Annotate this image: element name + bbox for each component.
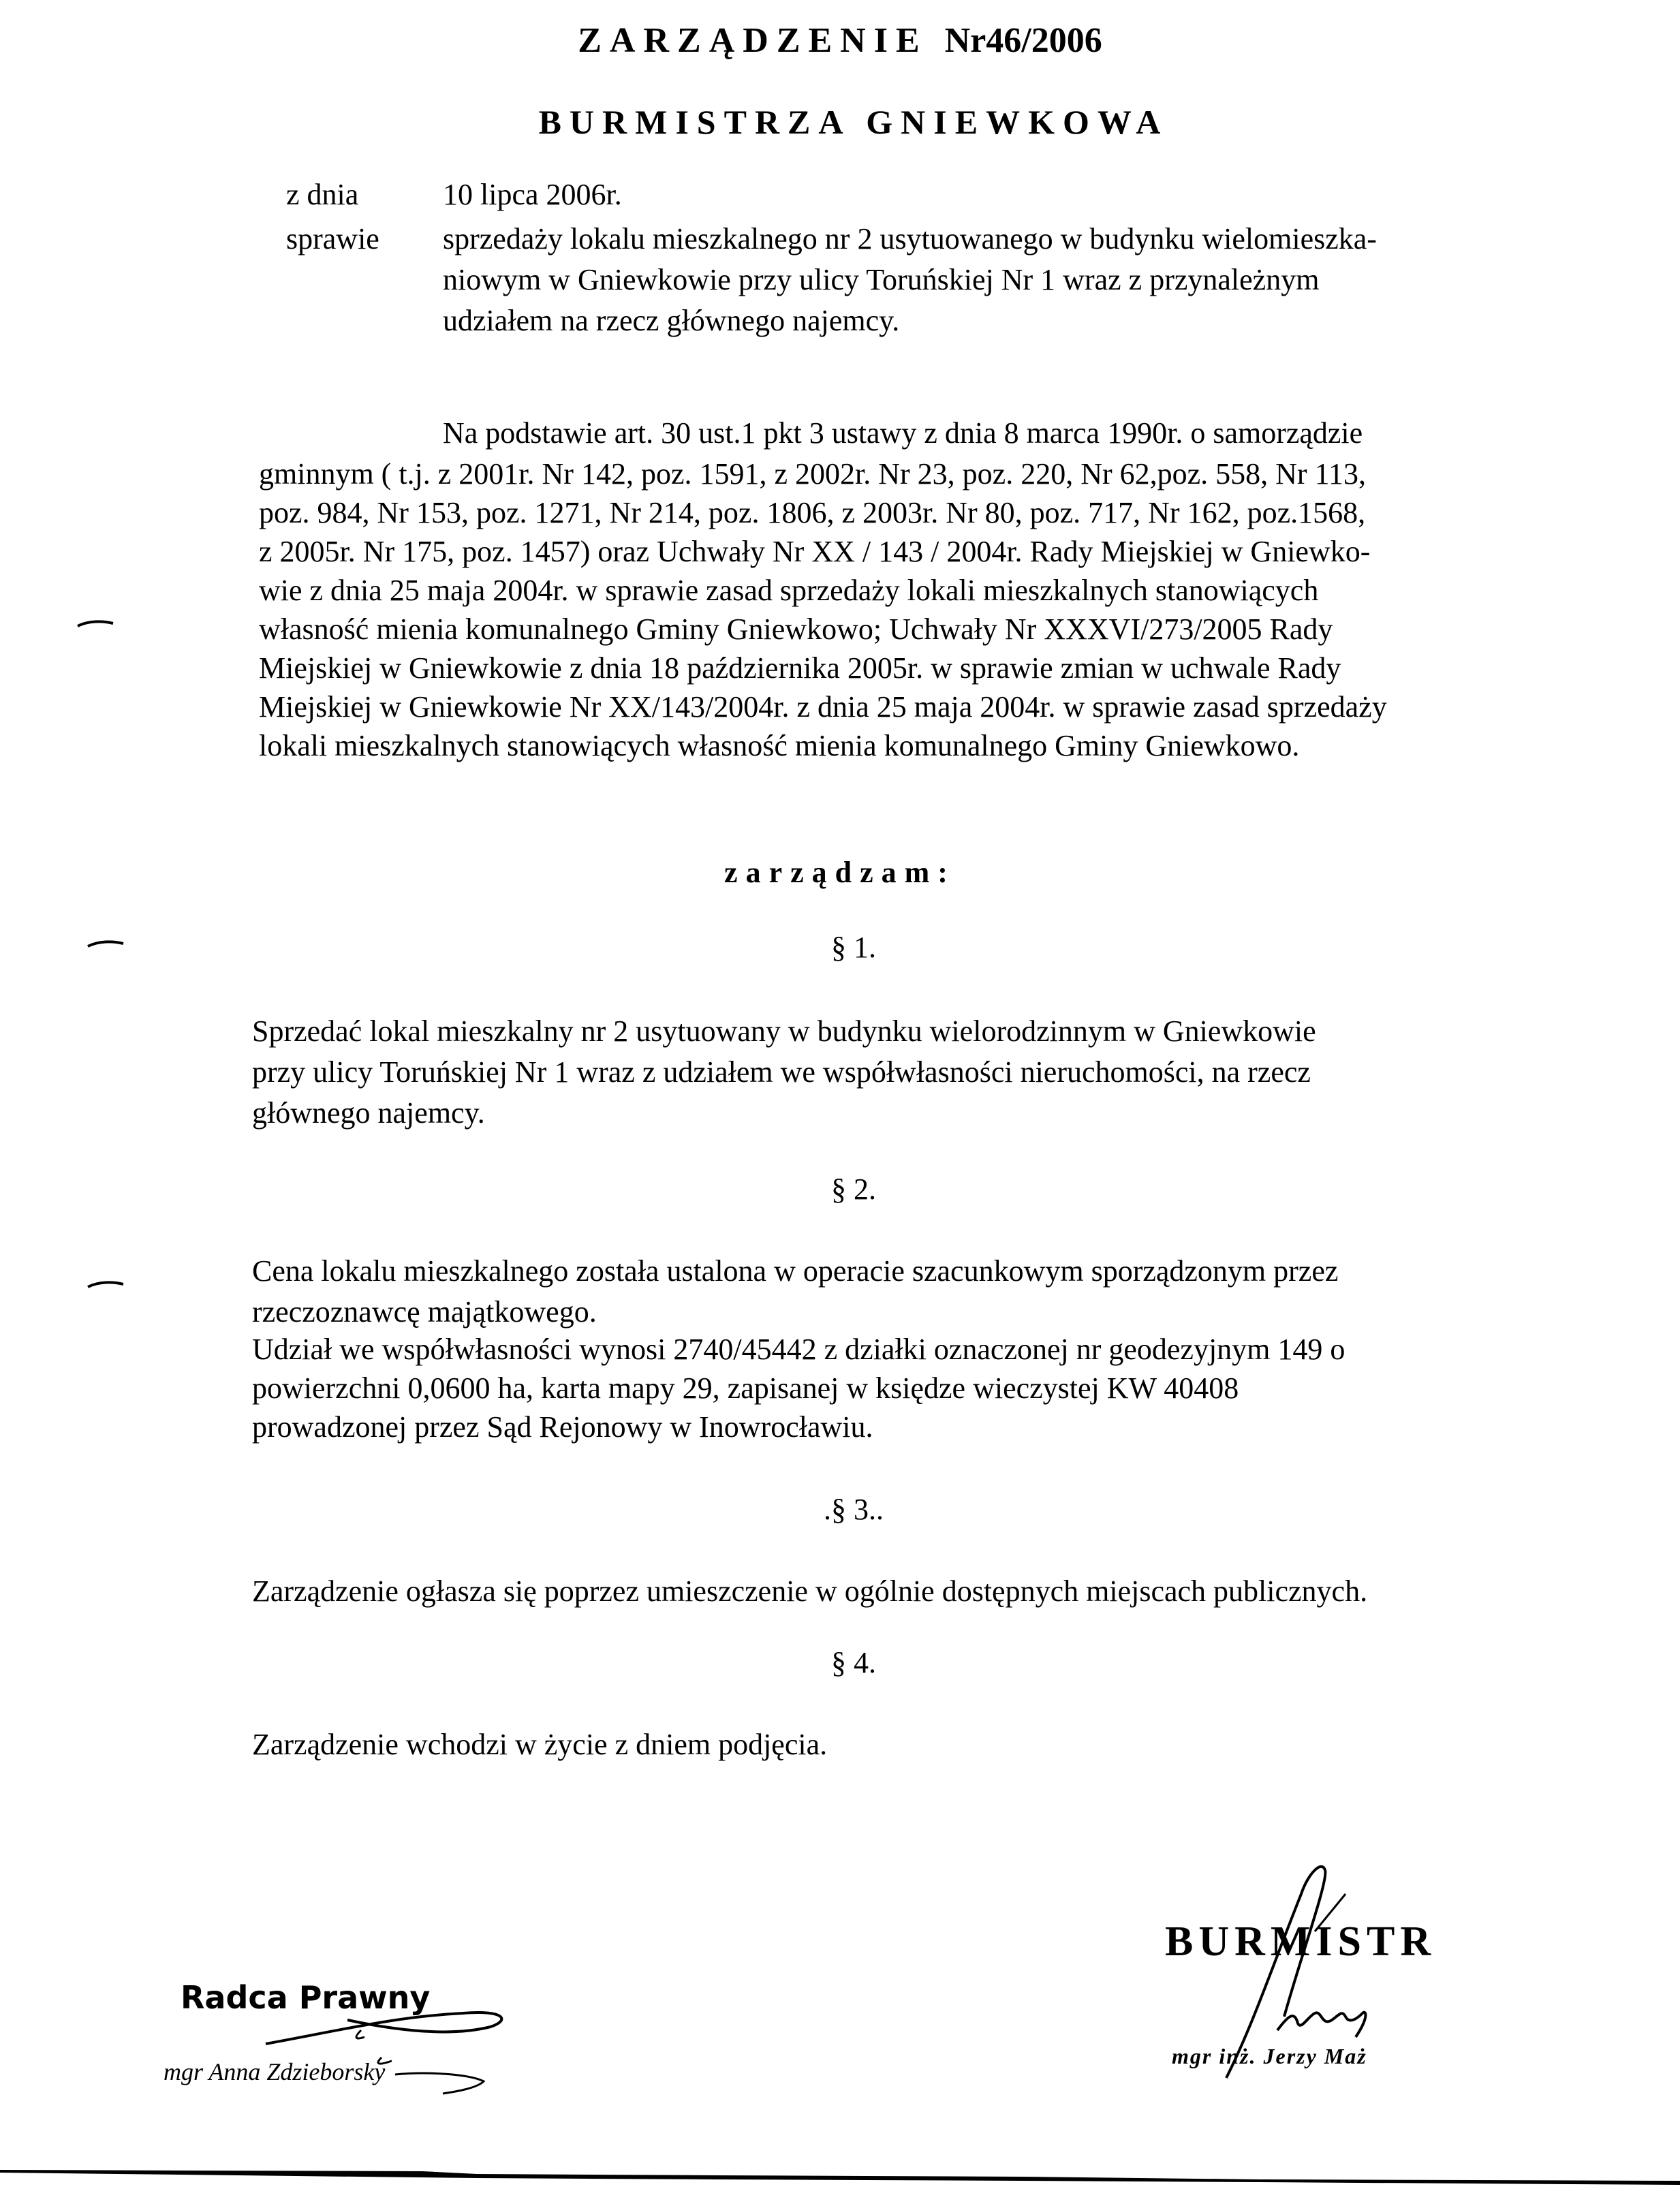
- legal-counsel-name-stamp: mgr Anna Zdzieborsky: [164, 2058, 386, 2085]
- section-1-line: Sprzedać lokal mieszkalny nr 2 usytuowany w budynku wielorodzinnym w Gniewkowie: [252, 1014, 1316, 1048]
- legal-basis-line: wie z dnia 25 maja 2004r. w sprawie zasad sprzedaży lokali mieszkalnych stanowiących: [259, 574, 1319, 607]
- date-label: z dnia: [286, 178, 359, 211]
- legal-basis-line: gminnym ( t.j. z 2001r. Nr 142, poz. 1591, z 2002r. Nr 23, poz. 220, Nr 62,poz. 558, Nr 113,: [259, 457, 1366, 491]
- title-text: ZARZĄDZENIE: [578, 21, 928, 60]
- subject-line: udziałem na rzecz głównego najemcy.: [443, 304, 900, 337]
- legal-basis-line: poz. 984, Nr 153, poz. 1271, Nr 214, poz. 1806, z 2003r. Nr 80, poz. 717, Nr 162, poz.1568,: [259, 496, 1366, 529]
- legal-signature-tail: [388, 2061, 497, 2102]
- section-sign-2: § 2.: [831, 1172, 876, 1206]
- section-2-line: powierzchni 0,0600 ha, karta mapy 29, zapisanej w księdze wieczystej KW 40408: [252, 1371, 1239, 1405]
- legal-basis-line: lokali mieszkalnych stanowiących własność mienia komunalnego Gminy Gniewkowo.: [259, 729, 1300, 762]
- section-2-line: Cena lokalu mieszkalnego została ustalona w operacie szacunkowym sporządzonym przez: [252, 1254, 1339, 1288]
- section-3-line: Zarządzenie ogłasza się poprzez umieszczenie w ogólnie dostępnych miejscach publicznych.: [252, 1574, 1368, 1608]
- section-4-line: Zarządzenie wchodzi w życie z dniem podjęcia.: [252, 1728, 828, 1761]
- margin-mark: [85, 937, 126, 950]
- legal-counsel-stamp: Radca Prawny: [181, 1979, 431, 2016]
- legal-basis-line: z 2005r. Nr 175, poz. 1457) oraz Uchwały Nr XX / 143 / 2004r. Rady Miejskiej w Gniewko-: [259, 535, 1371, 568]
- section-sign-4: § 4.: [831, 1646, 876, 1679]
- legal-basis-line: własność mienia komunalnego Gminy Gniewkowo; Uchwały Nr XXXVI/273/2005 Rady: [259, 612, 1333, 646]
- section-1-line: przy ulicy Toruńskiej Nr 1 wraz z udziałem we współwłasności nieruchomości, na rzecz: [252, 1055, 1311, 1089]
- subject-line: niowym w Gniewkowie przy ulicy Toruńskiej Nr 1 wraz z przynależnym: [443, 263, 1320, 296]
- issuer-heading: BURMISTRZA GNIEWKOWA: [538, 103, 1169, 141]
- section-2-line: rzeczoznawcę majątkowego.: [252, 1295, 597, 1328]
- document-number: Nr46/2006: [944, 21, 1102, 60]
- legal-basis-line: Miejskiej w Gniewkowie z dnia 18 października 2005r. w sprawie zmian w uchwale Rady: [259, 651, 1341, 685]
- mayor-name-stamp: mgr inż. Jerzy Maż: [1172, 2044, 1367, 2068]
- mayor-stamp: BURMISTR: [1165, 1918, 1437, 1965]
- section-2-line: prowadzonej przez Sąd Rejonowy w Inowrocławiu.: [252, 1410, 873, 1444]
- margin-mark: [75, 617, 116, 630]
- document-title: [0, 20, 1680, 61]
- section-2-line: Udział we współwłasności wynosi 2740/45442 z działki oznaczonej nr geodezyjnym 149 o: [252, 1333, 1345, 1366]
- legal-basis-line: Na podstawie art. 30 ust.1 pkt 3 ustawy z dnia 8 marca 1990r. o samorządzie: [443, 416, 1363, 450]
- mayor-signature: [1219, 1853, 1397, 2085]
- section-1-line: głównego najemcy.: [252, 1096, 485, 1130]
- subject-line: sprzedaży lokalu mieszkalnego nr 2 usytuowanego w budynku wielomieszka-: [443, 222, 1377, 255]
- margin-mark: [85, 1277, 126, 1291]
- section-sign-1: § 1.: [831, 931, 876, 964]
- decree-heading: zarządzam:: [724, 856, 956, 889]
- subject-label: sprawie: [286, 222, 379, 255]
- scan-bottom-edge: [0, 2170, 1680, 2191]
- section-sign-3: .§ 3..: [824, 1493, 884, 1526]
- legal-basis-line: Miejskiej w Gniewkowie Nr XX/143/2004r. z dnia 25 maja 2004r. w sprawie zasad sprzedaży: [259, 690, 1387, 724]
- date-value: 10 lipca 2006r.: [443, 178, 622, 211]
